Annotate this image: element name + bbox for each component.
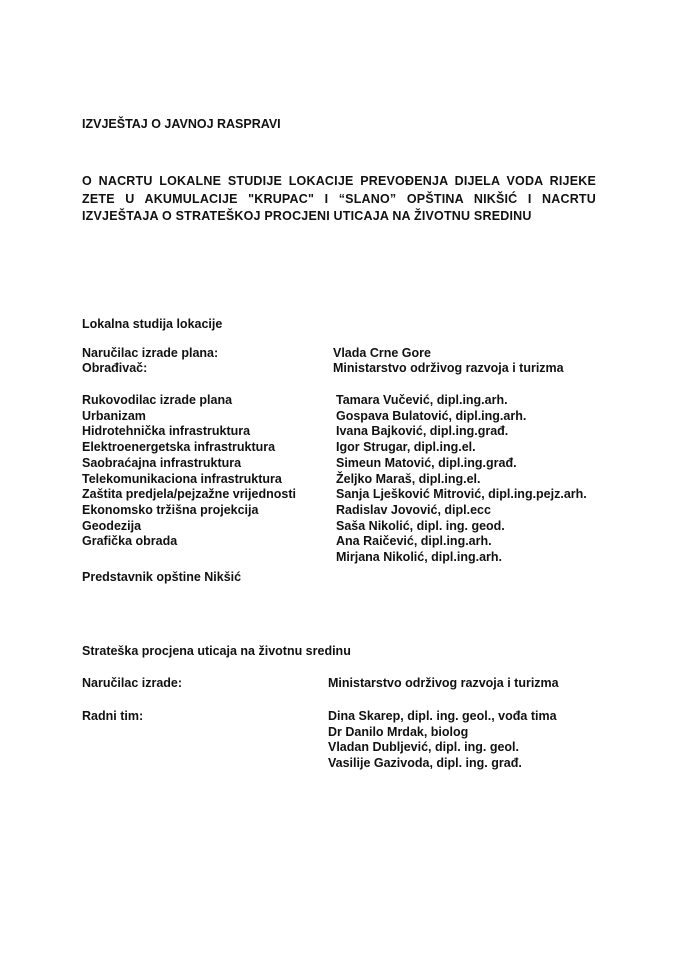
report-subject: O NACRTU LOKALNE STUDIJE LOKACIJE PREVOĐENJA DIJELA VODA RIJEKE ZETE U AKUMULACIJE "KRUPAC" I “SLANO” OPŠTINA NIKŠIĆ I NACRTU IZVJEŠTAJA O STRATEŠKOJ PROCJENI UTICAJA NA ŽIVOTNU SREDINU [82,174,596,224]
team-role: Rukovodilac izrade plana [82,393,233,407]
processor-value: Ministarstvo održivog razvoja i turizma [333,361,564,375]
team-member: Tamara Vučević, dipl.ing.arh. [336,393,508,407]
sea-team-member: Dr Danilo Mrdak, biolog [328,724,469,739]
team-role: Telekomunikaciona infrastruktura [82,471,282,486]
team-role: Hidrotehnička infrastruktura [82,424,251,439]
team-member: Mirjana Nikolić, dipl.ing.arh. [336,550,502,565]
team-member: Željko Maraš, dipl.ing.el. [336,471,481,486]
team-member: Gospava Bulatović, dipl.ing.arh. [336,408,527,423]
team-member: Ivana Bajković, dipl.ing.građ. [336,424,509,439]
report-heading: IZVJEŠTAJ O JAVNOJ RASPRAVI [82,117,281,131]
team-member: Saša Nikolić, dipl. ing. geod. [336,518,505,533]
team-member: Sanja Lješković Mitrović, dipl.ing.pejz.arh. [336,487,587,502]
team-role: Elektroenergetska infrastruktura [82,440,276,455]
client-value: Vlada Crne Gore [333,346,431,360]
team-role: Urbanizam [82,408,146,423]
team-roles-list [82,393,296,550]
team-role: Geodezija [82,518,142,533]
team-names-list [336,393,587,566]
team-role: Ekonomsko tržišna projekcija [82,502,259,517]
sea-team-member: Vasilije Gazivoda, dipl. ing. građ. [328,756,522,771]
sea-team-member: Dina Skarep, dipl. ing. geol., vođa tima [328,709,557,723]
sea-client-label: Naručilac izrade: [82,676,183,690]
sea-team-member: Vladan Dubljević, dipl. ing. geol. [328,740,519,755]
team-role: Saobraćajna infrastruktura [82,455,242,470]
municipality-representative-label: Predstavnik opštine Nikšić [82,570,242,584]
section-title-local-study: Lokalna studija lokacije [82,317,223,331]
team-role: Zaštita predjela/pejzažne vrijednosti [82,487,296,502]
sea-client-value: Ministarstvo održivog razvoja i turizma [328,676,559,690]
team-member: Ana Raičević, dipl.ing.arh. [336,534,492,549]
sea-team-list [328,709,557,772]
team-member: Radislav Jovović, dipl.ecc [336,502,491,517]
section-title-strategic-assessment: Strateška procjena uticaja na životnu sredinu [82,644,351,658]
sea-team-label: Radni tim: [82,709,144,723]
team-member: Igor Strugar, dipl.ing.el. [336,440,476,455]
team-role: Grafička obrada [82,534,178,549]
processor-label: Obrađivač: [82,361,148,375]
client-label: Naručilac izrade plana: [82,346,219,360]
team-member: Simeun Matović, dipl.ing.građ. [336,455,517,470]
